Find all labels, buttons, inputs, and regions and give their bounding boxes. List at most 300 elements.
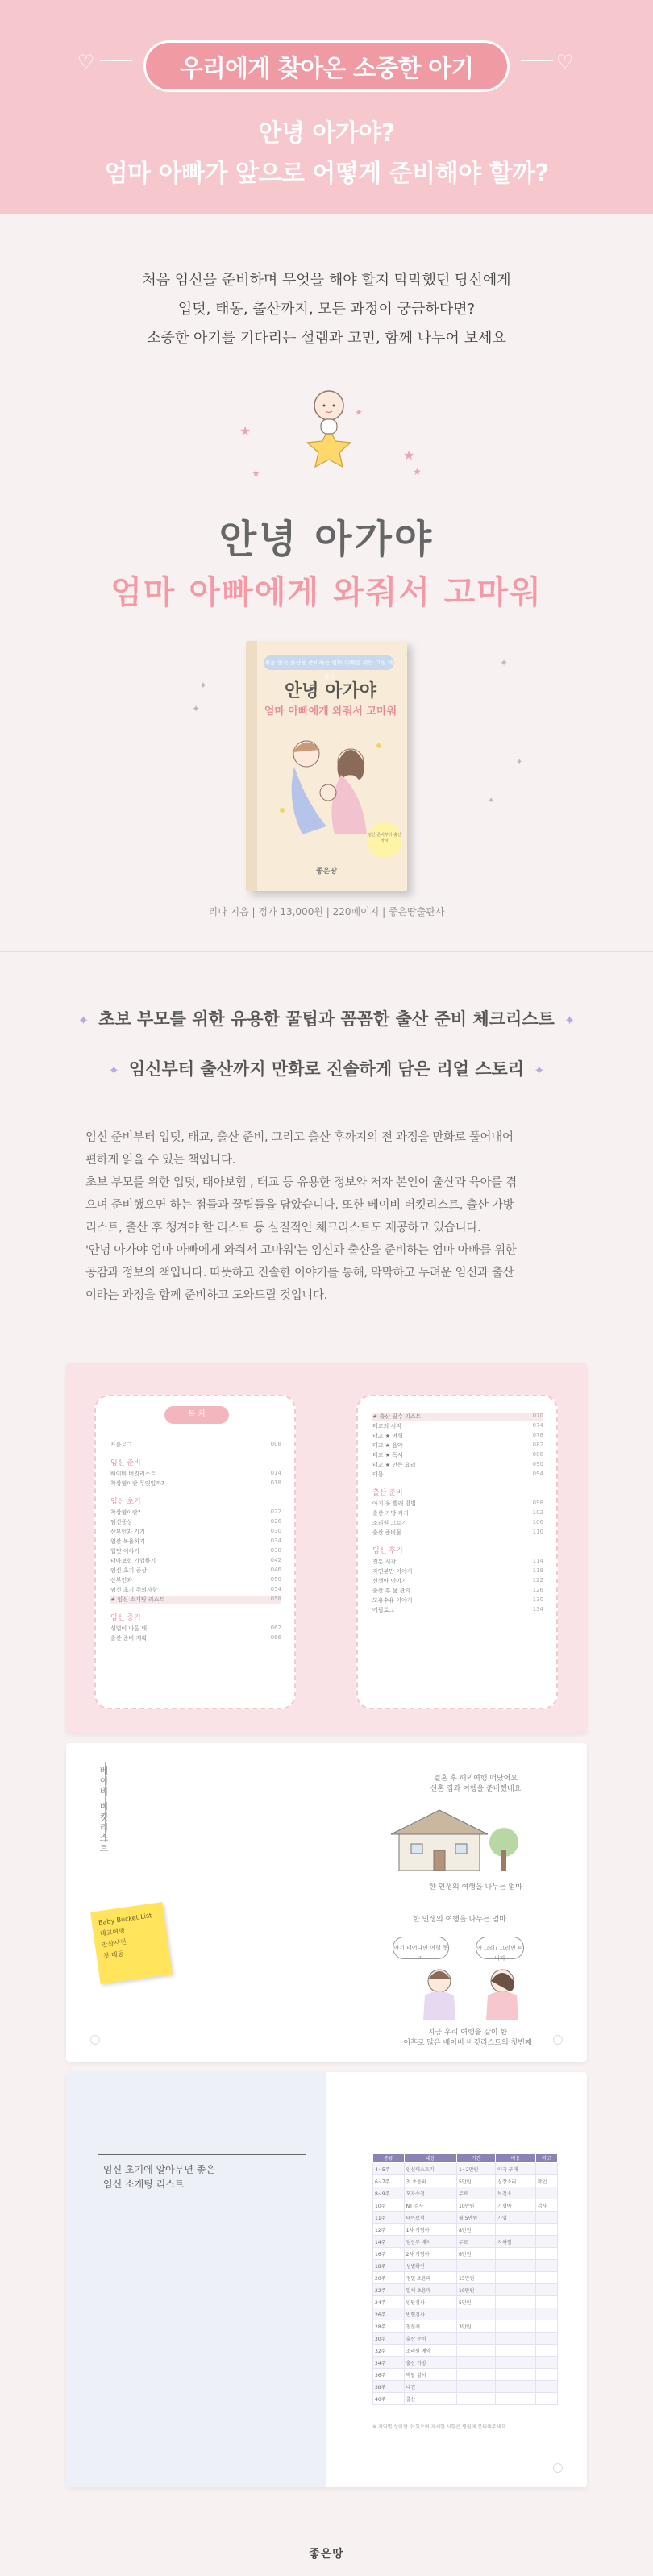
table-cell (496, 2320, 536, 2333)
toc-entry-page: 014 (270, 1470, 281, 1476)
table-cell (535, 2260, 557, 2272)
toc-entry-label: 착상혈이란? (110, 1509, 141, 1516)
toc-entry (110, 1518, 281, 1526)
toc-entry-label: 아기 옷 빨래 방법 (372, 1500, 417, 1507)
hero-line-2: 엄마 아빠가 앞으로 어떻게 준비해야 할까? (104, 160, 549, 188)
book-cover-subtitle: 엄마 아빠에게 와줘서 고마워 (264, 705, 397, 718)
toc-entry-label: 출산 준비물 (372, 1529, 402, 1536)
table-row (373, 2272, 558, 2284)
toc-entry-page: 054 (270, 1586, 281, 1592)
toc-entry-label: 태몽 (372, 1471, 384, 1478)
toc-entry-label: 태교 ★ 만든 요리 (372, 1462, 416, 1468)
intro-text (0, 266, 653, 353)
speech-bubble-1: 아기 태어나면 여행 못가 (393, 1937, 449, 1959)
caption-line: 신혼 집과 여행을 준비했네요 (430, 1785, 522, 1793)
table-row (373, 2357, 558, 2369)
toc-entry-page: 082 (532, 1442, 543, 1448)
toc-entry (372, 1529, 543, 1537)
description-line: 공감과 정보의 책입니다. 따뜻하고 진솔한 이야기를 통해, 막막하고 두려운 임신과 출산 (85, 1267, 514, 1280)
toc-entry (110, 1509, 281, 1517)
book-title: 안녕 아가야 (218, 517, 435, 562)
toc-entry-label: 임신 초기 주의사항 (110, 1587, 158, 1593)
toc-entry-page: 110 (532, 1529, 543, 1535)
table-header-cell: 종류 (373, 2154, 405, 2163)
toc-entry (372, 1442, 543, 1450)
star-icon: ★ (403, 447, 415, 463)
table-cell (496, 2260, 536, 2272)
table-cell: 출산 준비 (404, 2333, 456, 2345)
table-cell: 성별확인 (404, 2260, 456, 2272)
table-cell (535, 2381, 557, 2393)
table-row (373, 2163, 558, 2175)
feature-text: 임신부터 출산까지 만화로 진솔하게 담은 리얼 스토리 (128, 1059, 525, 1079)
toc-section-heading: 출산 준비 (372, 1489, 403, 1497)
table-cell: 보건소 (496, 2187, 536, 2199)
table-cell (496, 2357, 536, 2369)
table-cell: 내진 (404, 2381, 456, 2393)
table-cell: 12주 (373, 2224, 405, 2236)
table-cell (535, 2224, 557, 2236)
section-vertical-label: 베이비 버킷리스트 (98, 1766, 109, 1854)
toc-entry (372, 1519, 543, 1527)
table-cell: 38주 (373, 2381, 405, 2393)
heading-rule (98, 2154, 306, 2155)
table-row (373, 2381, 558, 2393)
toc-entry-page: 018 (270, 1479, 281, 1486)
table-cell: 22주 (373, 2284, 405, 2296)
table-cell (457, 2345, 496, 2357)
table-cell (496, 2248, 536, 2260)
toc-entry (372, 1500, 543, 1508)
heading-line: 임신 초기에 알아두면 좋은 (103, 2164, 215, 2175)
table-cell (496, 2308, 536, 2320)
sparkle-icon: ✦ (516, 758, 523, 767)
toc-entry-page: 134 (532, 1606, 543, 1613)
toc-entry (372, 1471, 543, 1479)
table-cell (535, 2357, 557, 2369)
table-cell: 출산 가방 (404, 2357, 456, 2369)
toc-badge: 목 차 (164, 1406, 229, 1424)
hero-scallop (0, 200, 653, 232)
divider (0, 951, 653, 952)
hero-line-1: 안녕 아가야? (258, 119, 395, 148)
table-cell: 6만원 (457, 2248, 496, 2260)
toc-entry-label: 태교 ★ 음악 (372, 1442, 403, 1449)
heart-right-icon: ♡ (556, 51, 574, 73)
feature-text: 초보 부모를 위한 유용한 꿀팁과 꼼꼼한 출산 준비 체크리스트 (98, 1009, 555, 1029)
table-cell (496, 2224, 536, 2236)
book-cover-publisher: 좋은땅 (315, 868, 338, 876)
table-row (373, 2260, 558, 2272)
toc-entry-page: 008 (270, 1441, 281, 1447)
toc-entry-page: 066 (270, 1634, 281, 1641)
table-cell (535, 2333, 557, 2345)
table-cell: 40주 (373, 2393, 405, 2405)
description-line: 으며 준비했으면 하는 점들과 꿀팁들을 담았습니다. 또한 베이비 버킷리스트, 출산 가방 (85, 1199, 514, 1212)
toc-entry (110, 1576, 281, 1584)
table-row (373, 2175, 558, 2187)
left-page (66, 2072, 326, 2487)
table-cell (535, 2320, 557, 2333)
table-cell (457, 2381, 496, 2393)
table-row (373, 2199, 558, 2212)
toc-entry-label: 에필로그 (372, 1607, 395, 1613)
table-row (373, 2345, 558, 2357)
toc-entry (372, 1461, 543, 1469)
toc-entry (110, 1470, 281, 1478)
sticky-note (90, 1902, 173, 1984)
sticky-item: 만삭사진 (101, 1937, 127, 1950)
sticky-title: Baby Bucket List (98, 1912, 152, 1927)
table-cell: 1차 기형아 (404, 2224, 456, 2236)
toc-entry-label: 산부인과 (110, 1577, 133, 1583)
table-cell: 8만원 (457, 2224, 496, 2236)
table-cell (496, 2333, 536, 2345)
toc-entry (372, 1596, 543, 1604)
toc-entry-label: 태교 ★ 여행 (372, 1433, 403, 1439)
toc-entry (110, 1557, 281, 1565)
table-cell: 정밀 초음파 (404, 2272, 456, 2284)
toc-entry-page: 118 (532, 1567, 543, 1574)
toc-entry-label: 태교의 시작 (372, 1423, 402, 1429)
toc-entry (110, 1586, 281, 1594)
table-row (373, 2320, 558, 2333)
toc-entry (110, 1625, 281, 1633)
page-mark (553, 2035, 563, 2045)
toc-entry-label: ★ 임신 소개팅 리스트 (110, 1596, 165, 1603)
table-cell (535, 2369, 557, 2381)
table-row (373, 2187, 558, 2199)
comic-caption-1 (403, 1774, 548, 1795)
toc-entry-page: 046 (270, 1567, 281, 1573)
publisher-logo: 좋은땅 (309, 2548, 344, 2561)
table-cell: 모자수첩 (404, 2187, 456, 2199)
couple-illustration (407, 1963, 536, 2020)
table-cell (496, 2381, 536, 2393)
star-icon: ★ (413, 466, 422, 477)
toc-entry-page: 074 (532, 1422, 543, 1429)
table-cell (535, 2248, 557, 2260)
table-header-cell: 기간 (457, 2154, 496, 2163)
toc-entry (372, 1577, 543, 1585)
sparkle-icon: ✦ (500, 657, 509, 668)
table-cell (457, 2308, 496, 2320)
table-cell: 8~9주 (373, 2187, 405, 2199)
toc-entry-label: 조리원 고르기 (372, 1520, 407, 1526)
table-cell: 14주 (373, 2236, 405, 2248)
description-line: '안녕 아가야 엄마 아빠에게 와줘서 고마워'는 임신과 출산을 준비하는 엄마 아빠를 위한 (85, 1244, 517, 1257)
table-cell: 지하철 (496, 2236, 536, 2248)
toc-entry-label: 진통 시작 (372, 1559, 397, 1565)
toc-entry-page: 106 (532, 1519, 543, 1525)
description-line: 리스트, 출산 후 챙겨야 할 리스트 등 실질적인 체크리스트도 제공하고 있습니다. (85, 1221, 481, 1234)
table-cell: 1~2만원 (457, 2163, 496, 2175)
toc-entry-label: 성별이 나올 때 (110, 1625, 148, 1632)
toc-entry-label: 임신 초기 증상 (110, 1567, 148, 1574)
table-row (373, 2212, 558, 2224)
toc-section-heading: 임신 준비 (110, 1459, 141, 1467)
toc-entry-label: 모유수유 이야기 (372, 1597, 413, 1604)
toc-entry-label: 임신증상 (110, 1519, 133, 1525)
toc-entry (372, 1413, 543, 1421)
toc-entry-label: 자연분만 이야기 (372, 1568, 413, 1575)
diamond-icon: ✦ (108, 1063, 119, 1078)
table-cell: 26주 (373, 2308, 405, 2320)
toc-entry-label: 출산 준비 계획 (110, 1635, 148, 1642)
toc-entry-page: 086 (532, 1451, 543, 1458)
toc-entry-page: 122 (532, 1577, 543, 1583)
table-cell (535, 2284, 557, 2296)
table-row (373, 2296, 558, 2308)
table-cell: 30주 (373, 2333, 405, 2345)
table-cell (535, 2308, 557, 2320)
intro-line: 소중한 아기를 기다리는 설렘과 고민, 함께 나누어 보세요 (147, 330, 506, 347)
toc-entry-page: 038 (270, 1547, 281, 1554)
toc-entry-page: 130 (532, 1596, 543, 1603)
table-cell: 34주 (373, 2357, 405, 2369)
schedule-table (372, 2153, 558, 2405)
feature-2 (0, 1056, 653, 1080)
table-cell: 10만원 (457, 2199, 496, 2212)
table-cell (496, 2393, 536, 2405)
table-cell (457, 2369, 496, 2381)
table-heading (103, 2162, 215, 2191)
table-panel (66, 2072, 587, 2487)
table-row (373, 2224, 558, 2236)
table-cell (535, 2236, 557, 2248)
toc-entry (372, 1451, 543, 1459)
book-spine (246, 641, 257, 891)
house-illustration (375, 1802, 520, 1875)
table-cell: 무료 (457, 2236, 496, 2248)
table-cell (457, 2357, 496, 2369)
toc-entry (110, 1528, 281, 1536)
toc-entry (110, 1634, 281, 1642)
table-cell: 16주 (373, 2248, 405, 2260)
toc-entry-label: 입덧 이야기 (110, 1548, 140, 1554)
toc-panel (66, 1363, 587, 1733)
caption-line: 결혼 후 해외여행 떠났어요 (433, 1775, 518, 1783)
book-cover (246, 641, 407, 891)
table-cell: 철분제 (404, 2320, 456, 2333)
table-cell: NT 검사 (404, 2199, 456, 2212)
diamond-icon: ✦ (534, 1063, 545, 1078)
table-cell: 출산 (404, 2393, 456, 2405)
table-note: ※ 지역별 상이할 수 있으며 자세한 사항은 병원에 문의해주세요 (372, 2424, 506, 2430)
toc-entry-page: 094 (532, 1471, 543, 1477)
table-cell: 임당검사 (404, 2296, 456, 2308)
table-cell: 확인 (535, 2175, 557, 2187)
table-cell: 입체 초음파 (404, 2284, 456, 2296)
table-cell: 18주 (373, 2260, 405, 2272)
toc-entry-label: 산부인과 가기 (110, 1529, 145, 1535)
table-cell: 4~5주 (373, 2163, 405, 2175)
sparkle-icon: ✦ (488, 797, 495, 805)
table-cell (457, 2333, 496, 2345)
toc-entry-page: 034 (270, 1538, 281, 1544)
table-cell: 첫 초음파 (404, 2175, 456, 2187)
table-cell: 10주 (373, 2199, 405, 2212)
table-header-cell: 비용 (496, 2154, 536, 2163)
toc-entry-label: 착상혈이란 무엇일까? (110, 1480, 164, 1487)
comic-caption-4 (387, 2028, 548, 2049)
toc-section-heading: 임신 초기 (110, 1498, 141, 1506)
toc-entry (110, 1441, 281, 1449)
toc-entry-label: 신생아 이야기 (372, 1578, 407, 1584)
table-cell: 기형아 (496, 2199, 536, 2212)
toc-entry (372, 1432, 543, 1440)
toc-entry-page: 042 (270, 1557, 281, 1563)
description-line: 편하게 읽을 수 있는 책입니다. (85, 1154, 236, 1167)
table-cell: 월 5만원 (457, 2212, 496, 2224)
heart-left-icon: ♡ (77, 51, 95, 73)
toc-entry-label: 출산 후 몸 관리 (372, 1588, 411, 1594)
page-mark (553, 2463, 563, 2473)
table-cell: 5만원 (457, 2175, 496, 2187)
page-mark (90, 2035, 100, 2045)
diamond-icon: ✦ (77, 1013, 89, 1028)
table-cell (457, 2393, 496, 2405)
table-cell (535, 2187, 557, 2199)
toc-entry-page: 058 (270, 1596, 281, 1602)
table-cell (496, 2296, 536, 2308)
table-row (373, 2248, 558, 2260)
table-header-cell: 비고 (535, 2154, 557, 2163)
sticky-item: 첫 태동 (102, 1950, 125, 1960)
caption-line: 이후로 많은 베이비 버킷리스트의 첫번째 (403, 2039, 532, 2047)
table-cell: 28주 (373, 2320, 405, 2333)
pill-right-line (521, 60, 553, 61)
table-cell (496, 2345, 536, 2357)
sparkle-icon: ✦ (192, 703, 201, 714)
table-header-cell: 내용 (404, 2154, 456, 2163)
toc-entry-page: 114 (532, 1558, 543, 1564)
toc-entry-page: 030 (270, 1528, 281, 1534)
table-cell: 검사 (535, 2199, 557, 2212)
toc-page-left (94, 1395, 296, 1709)
table-cell: 11주 (373, 2212, 405, 2224)
toc-entry-page: 026 (270, 1518, 281, 1525)
table-row (373, 2369, 558, 2381)
toc-entry-label: 출산 가방 싸기 (372, 1510, 410, 1517)
table-cell: 36주 (373, 2369, 405, 2381)
toc-entry (372, 1567, 543, 1575)
table-cell: 24주 (373, 2296, 405, 2308)
table-cell (535, 2212, 557, 2224)
toc-entry (110, 1567, 281, 1575)
table-cell: 15만원 (457, 2272, 496, 2284)
table-row (373, 2284, 558, 2296)
table-cell: 2차 기형아 (404, 2248, 456, 2260)
toc-entry-page: 102 (532, 1509, 543, 1516)
book-cover-tag: 처음 임신·출산을 준비하는 엄마 아빠를 위한 그림 에세이 (264, 655, 394, 670)
toc-entry (372, 1422, 543, 1430)
toc-entry-label: 엽산 복용하기 (110, 1538, 145, 1545)
table-cell: 32주 (373, 2345, 405, 2357)
toc-entry-label: 태교 ★ 독서 (372, 1452, 403, 1459)
toc-page-right (356, 1395, 558, 1709)
intro-line: 입덧, 태동, 출산까지, 모든 과정이 궁금하다면? (177, 301, 476, 318)
description-line: 이라는 과정을 함께 준비하고 도와드릴 것입니다. (85, 1289, 327, 1302)
toc-entry (110, 1547, 281, 1555)
pill-left-line (100, 60, 132, 61)
speech-bubble-2: 아 그래? 그러면 떠나자 (476, 1937, 524, 1959)
toc-entry-label: 프롤로그 (110, 1442, 133, 1448)
table-cell: 무료 (457, 2187, 496, 2199)
table-cell (535, 2393, 557, 2405)
toc-entry-page: 022 (270, 1509, 281, 1515)
table-cell: 약국 구매 (496, 2163, 536, 2175)
table-cell: 6~7주 (373, 2175, 405, 2187)
toc-entry (110, 1479, 281, 1488)
table-cell: 10만원 (457, 2284, 496, 2296)
toc-section-heading: 임신 중기 (110, 1614, 141, 1622)
baby-on-star-illustration (297, 383, 361, 472)
diamond-icon: ✦ (564, 1013, 576, 1028)
book-cover-badge: 임신 준비부터 출산까지 (367, 822, 402, 858)
toc-entry-page: 078 (532, 1432, 543, 1438)
table-row (373, 2236, 558, 2248)
toc-entry-page: 062 (270, 1625, 281, 1631)
table-cell (496, 2284, 536, 2296)
toc-entry-page: 126 (532, 1587, 543, 1593)
table-cell: 막달 검사 (404, 2369, 456, 2381)
table-row (373, 2333, 558, 2345)
comic-caption-3: 한 인생의 여행을 나누는 엄마 (413, 1916, 506, 1924)
table-cell (535, 2345, 557, 2357)
star-icon: ★ (252, 468, 260, 479)
toc-entry (372, 1509, 543, 1517)
caption-line: 지금 우리 여행을 같이 한 (427, 2029, 508, 2037)
table-cell (457, 2260, 496, 2272)
table-cell (535, 2272, 557, 2284)
toc-entry-label: 태아보험 가입하기 (110, 1558, 156, 1564)
star-icon: ★ (239, 423, 252, 439)
book-info: 리나 지음 | 정가 13,000원 | 220페이지 | 좋은땅출판사 (208, 906, 445, 918)
toc-entry (372, 1558, 543, 1566)
table-cell: 20주 (373, 2272, 405, 2284)
table-cell: 3만원 (457, 2320, 496, 2333)
toc-entry (110, 1538, 281, 1546)
heading-line: 임신 소개팅 리스트 (103, 2179, 185, 2190)
book-cover-title: 안녕 아가야 (285, 681, 376, 701)
table-cell: 태아보험 (404, 2212, 456, 2224)
toc-section-heading: 임신 후기 (372, 1547, 403, 1555)
book-subtitle: 엄마 아빠에게 와줘서 고마워 (110, 574, 543, 611)
table-cell: 임산부 배지 (404, 2236, 456, 2248)
table-cell (535, 2296, 557, 2308)
table-cell: 임신테스트기 (404, 2163, 456, 2175)
comic-caption-2: 한 인생의 여행을 나누는 엄마 (429, 1883, 522, 1891)
toc-entry-page: 098 (532, 1500, 543, 1506)
sticky-item: 태교여행 (99, 1927, 126, 1938)
hero-pill (143, 40, 510, 92)
table-row (373, 2393, 558, 2405)
table-cell: 빈혈검사 (404, 2308, 456, 2320)
sparkle-icon: ✦ (199, 680, 208, 691)
hero-pill-text: 우리에게 찾아온 소중한 아기 (179, 55, 474, 83)
toc-entry-label: ★ 출산 필수 리스트 (372, 1413, 422, 1420)
intro-line: 처음 임신을 준비하며 무엇을 해야 할지 막막했던 당신에게 (142, 272, 511, 289)
description (85, 1126, 577, 1307)
toc-entry (110, 1596, 281, 1604)
star-icon: ★ (355, 407, 363, 418)
toc-entry-label: 베이비 버킷리스트 (110, 1471, 156, 1477)
table-cell (496, 2272, 536, 2284)
table-cell (496, 2369, 536, 2381)
toc-entry-page: 050 (270, 1576, 281, 1583)
feature-1 (0, 1006, 653, 1030)
